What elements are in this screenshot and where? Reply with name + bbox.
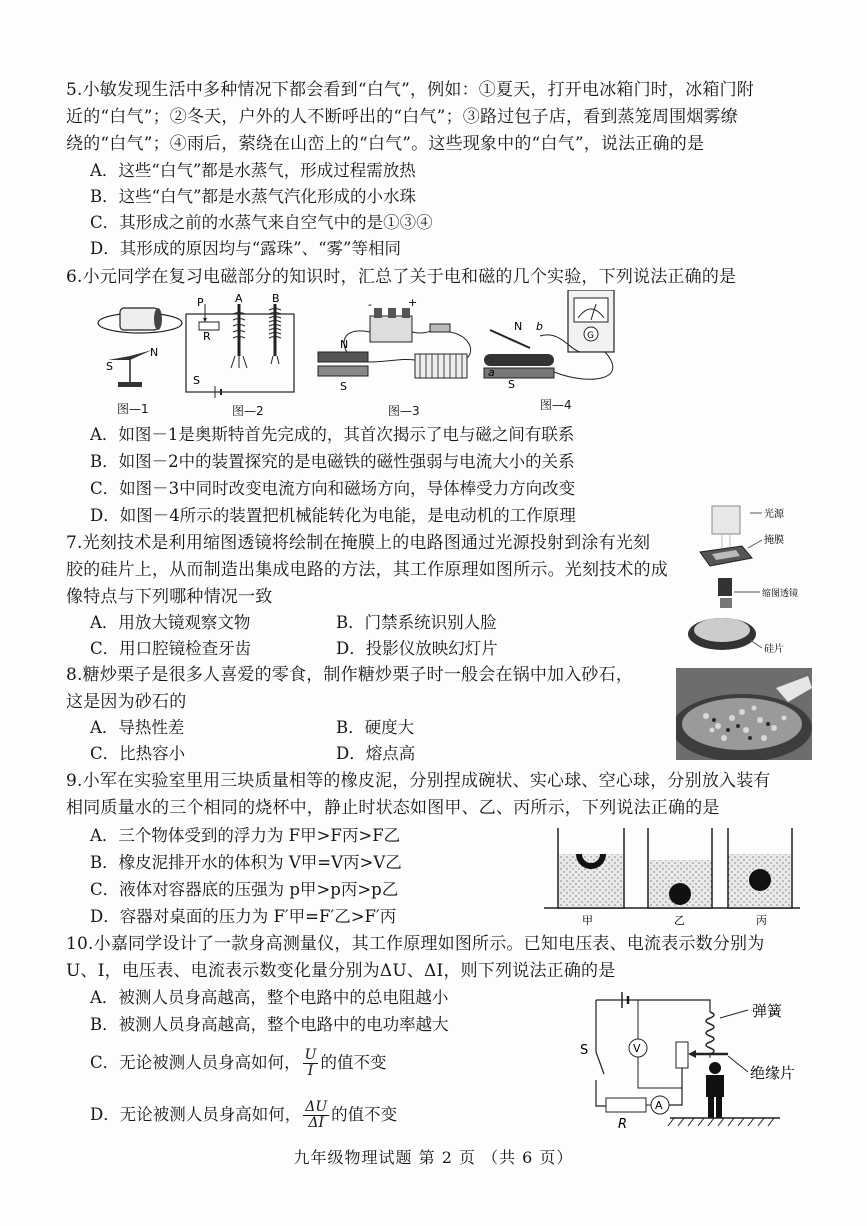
q9-beakers-figure <box>544 822 800 928</box>
fig4-label-a: a <box>488 366 495 379</box>
q9-option-c: C．液体对容器底的压强为 p甲>p丙>p乙 <box>90 880 399 899</box>
q5-stem-line-1: 5.小敏发现生活中多种情况下都会看到“白气”，例如：①夏天，打开电冰箱门时，冰箱门附 <box>66 80 754 100</box>
q10-option-c <box>90 1046 386 1080</box>
q7-lithography-figure <box>682 500 812 662</box>
q10-label-insulator: 绝缘片 <box>750 1064 796 1082</box>
fig4-label-g: G <box>587 331 594 341</box>
q10-option-d-suffix: 的值不变 <box>331 1105 398 1124</box>
q6-figure-4-caption: 图—4 <box>540 398 572 412</box>
q6-option-b: B．如图－2中的装置探究的是电磁铁的磁性强弱与电流大小的关系 <box>90 452 575 471</box>
q6-option-a: A．如图－1是奥斯特首先完成的，其首次揭示了电与磁之间有联系 <box>90 425 575 444</box>
q6-option-d: D．如图－4所示的装置把机械能转化为电能，是电动机的工作原理 <box>90 506 576 525</box>
q6-option-c: C．如图－3中同时改变电流方向和磁场方向，导体棒受力方向改变 <box>90 479 576 498</box>
q6-figure-3-caption: 图—3 <box>388 404 420 418</box>
fig3-label-minus: - <box>368 298 372 311</box>
q10-option-d <box>90 1098 397 1132</box>
q9-option-a: A．三个物体受到的浮力为 F甲>F丙>F乙 <box>90 826 401 845</box>
fig3-label-n: N <box>340 338 349 351</box>
fig4-label-n: N <box>514 320 523 333</box>
q7-label-mask: 掩膜 <box>764 535 784 546</box>
q10-option-b: B．被测人员身高越高，整个电路中的电功率越大 <box>90 1015 449 1034</box>
q10-option-d-numerator: ΔU <box>305 1099 328 1115</box>
q8-option-c: C．比热容小 <box>90 744 186 763</box>
q9-option-b: B．橡皮泥排开水的体积为 V甲=V丙>V乙 <box>90 853 402 872</box>
q7-label-light-source: 光源 <box>764 509 784 520</box>
q6-figure-2 <box>183 294 298 399</box>
fig1-label-n: N <box>150 346 159 359</box>
q9-label-jia: 甲 <box>582 914 593 927</box>
q10-option-d-prefix: D．无论被测人员身高如何， <box>90 1105 302 1124</box>
q7-stem-line-3: 像特点与下列哪种情况一致 <box>66 587 273 607</box>
q7-stem-line-2: 胶的硅片上，从而制造出集成电路的方法，其工作原理如图所示。光刻技术的成 <box>66 560 668 580</box>
q10-label-voltmeter: V <box>633 1042 641 1055</box>
fig4-label-b: b <box>536 320 543 333</box>
q5-option-a: A．这些“白气”都是水蒸气，形成过程需放热 <box>90 161 416 180</box>
q8-chestnut-photo <box>676 668 812 760</box>
q7-option-a: A．用放大镜观察文物 <box>90 613 251 632</box>
q6-stem: 6.小元同学在复习电磁部分的知识时，汇总了关于电和磁的几个实验，下列说法正确的是 <box>66 267 737 287</box>
fig2-label-p: P <box>197 296 204 309</box>
q5-option-c: C．其形成之前的水蒸气来自空气中的是①③④ <box>90 213 433 232</box>
q10-label-ammeter: A <box>655 1099 663 1112</box>
q10-label-switch: S <box>580 1043 589 1058</box>
q9-stem-line-2: 相同质量水的三个相同的烧杯中，静止时状态如图甲、乙、丙所示，下列说法正确的是 <box>66 798 720 818</box>
page-footer: 九年级物理试题 第 2 页 （共 6 页） <box>293 1148 574 1167</box>
fig2-label-b: B <box>272 294 280 305</box>
q7-option-b: B．门禁系统识别人脸 <box>336 613 497 632</box>
q7-label-wafer: 硅片 <box>764 644 784 655</box>
fig2-label-a: A <box>235 294 243 305</box>
fig3-label-s: S <box>340 380 347 393</box>
q5-stem-line-2: 近的“白气”；②冬天，户外的人不断呼出的“白气”；③路过包子店，看到蒸笼周围烟雾缭 <box>66 107 738 127</box>
q9-option-d: D．容器对桌面的压力为 F′甲=F′乙>F′丙 <box>90 907 397 926</box>
q10-option-c-fraction <box>303 1048 319 1079</box>
q6-figure-1 <box>90 298 185 398</box>
fig2-label-s: S <box>193 374 200 387</box>
q9-label-yi: 乙 <box>674 914 685 927</box>
q8-option-b: B．硬度大 <box>336 718 415 737</box>
fig2-label-r: R <box>203 330 211 343</box>
q10-option-c-suffix: 的值不变 <box>320 1053 387 1072</box>
q10-option-c-numerator: U <box>304 1047 317 1063</box>
q10-option-c-prefix: C．无论被测人员身高如何， <box>90 1053 301 1072</box>
q9-stem-line-1: 9.小军在实验室里用三块质量相等的橡皮泥，分别捏成碗状、实心球、空心球，分别放入装有 <box>66 771 771 791</box>
q5-stem-line-3: 绕的“白气”；④雨后，萦绕在山峦上的“白气”。这些现象中的“白气”，说法正确的是 <box>66 134 705 154</box>
q10-stem-line-1: 10.小嘉同学设计了一款身高测量仪，其工作原理如图所示。已知电压表、电流表示数分别为 <box>66 934 765 954</box>
q10-option-d-denominator: ΔI <box>308 1115 325 1131</box>
q6-figure-4 <box>480 290 660 395</box>
q10-circuit-figure <box>570 988 810 1132</box>
fig3-label-plus: + <box>408 296 418 309</box>
q5-option-d: D．其形成的原因均与“露珠”、“雾”等相同 <box>90 239 401 258</box>
q8-stem-line-1: 8.糖炒栗子是很多人喜爱的零食，制作糖炒栗子时一般会在锅中加入砂石， <box>66 665 634 685</box>
fig4-label-s: S <box>508 378 515 391</box>
q10-stem-line-2: U、I，电压表、电流表示数变化量分别为ΔU、ΔI，则下列说法正确的是 <box>66 961 616 981</box>
q6-figure-1-caption: 图—1 <box>117 402 149 416</box>
q7-label-lens: 缩图透镜 <box>762 589 799 599</box>
q7-option-d: D．投影仪放映幻灯片 <box>336 639 498 658</box>
fig1-label-s: S <box>106 360 113 373</box>
q10-label-resistor: R <box>618 1117 628 1132</box>
q8-option-a: A．导热性差 <box>90 718 185 737</box>
q10-option-d-fraction <box>303 1100 329 1131</box>
q9-label-bing: 丙 <box>756 914 767 927</box>
q7-stem-line-1: 7.光刻技术是利用缩图透镜将绘制在掩膜上的电路图通过光源投射到涂有光刻 <box>66 533 651 553</box>
q10-option-c-denominator: I <box>307 1063 314 1079</box>
q8-stem-line-2: 这是因为砂石的 <box>66 692 187 712</box>
q6-figure-3 <box>310 296 480 396</box>
q10-option-a: A．被测人员身高越高，整个电路中的总电阻越小 <box>90 988 449 1007</box>
q7-option-c: C．用口腔镜检查牙齿 <box>90 639 252 658</box>
q5-option-b: B．这些“白气”都是水蒸气汽化形成的小水珠 <box>90 187 416 206</box>
q8-option-d: D．熔点高 <box>336 744 416 763</box>
q6-figure-2-caption: 图—2 <box>232 404 264 418</box>
q10-label-spring: 弹簧 <box>752 1002 783 1020</box>
